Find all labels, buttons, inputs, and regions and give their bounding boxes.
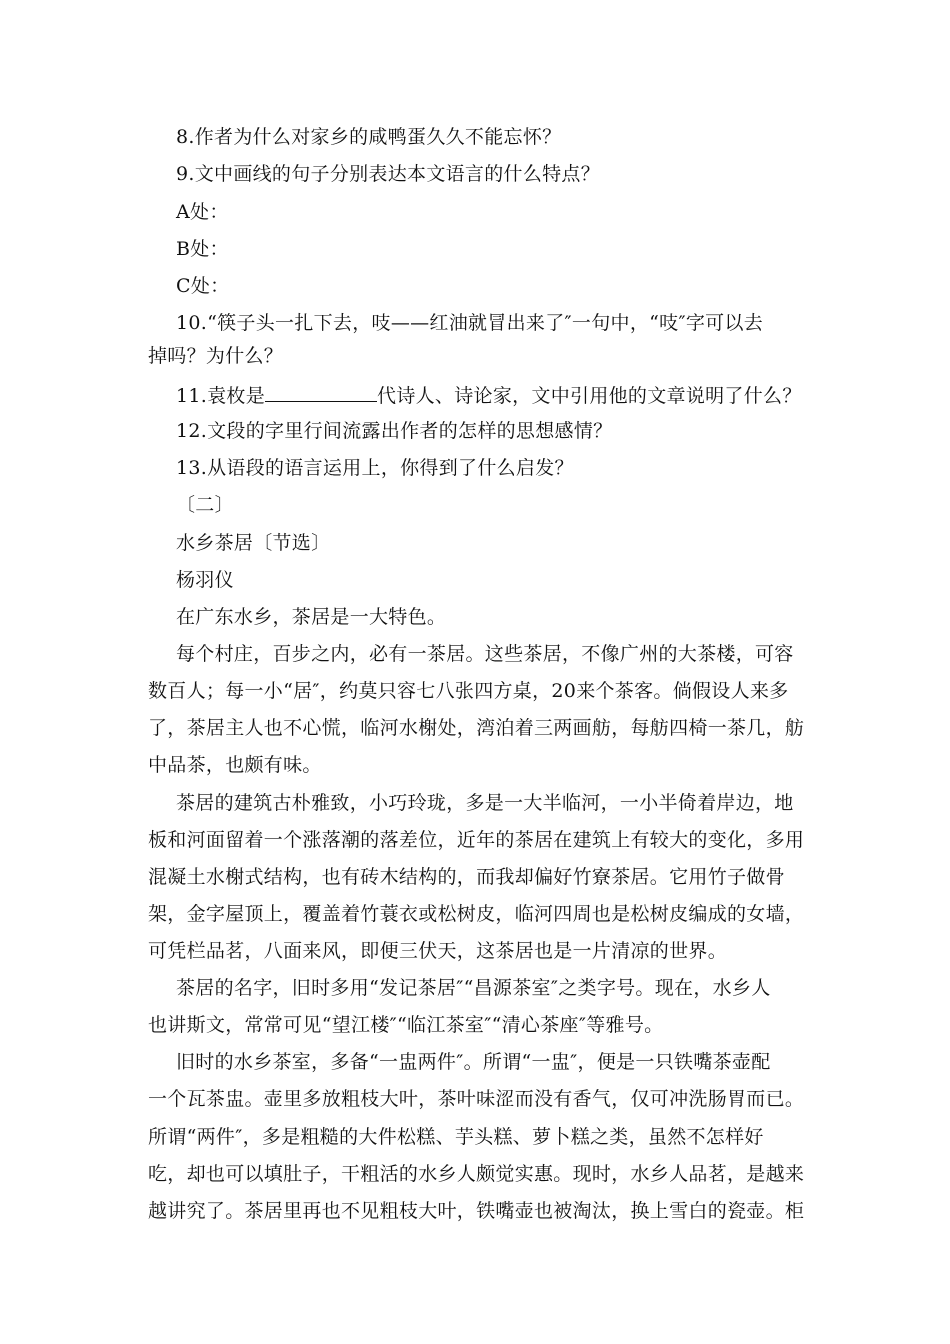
passage-title: 水乡茶居〔节选〕: [176, 532, 331, 554]
paragraph-5-line-3: 所谓“两件″，多是粗糙的大件松糕、芋头糕、萝卜糕之类，虽然不怎样好: [148, 1126, 764, 1148]
fill-in-blank[interactable]: [265, 381, 377, 402]
paragraph-3-line-3: 混凝土水榭式结构，也有砖木结构的，而我却偏好竹寮茶居。它用竹子做骨: [148, 866, 785, 888]
paragraph-5-line-1: 旧时的水乡茶室，多备“一盅两件″。所谓“一盅″，便是一只铁嘴茶壶配: [176, 1051, 771, 1073]
question-8: 8.作者为什么对家乡的咸鸭蛋久久不能忘怀？: [176, 126, 562, 148]
passage-author: 杨羽仪: [176, 569, 234, 591]
question-12: 12.文段的字里行间流露出作者的怎样的思想感情？: [176, 420, 613, 442]
paragraph-3-line-5: 可凭栏品茗，八面来风，即便三伏天，这茶居也是一片清凉的世界。: [148, 940, 728, 962]
paragraph-3-line-4: 架，金字屋顶上，覆盖着竹蓑衣或松树皮，临河四周也是松树皮编成的女墙，: [148, 903, 805, 925]
question-11: [176, 381, 802, 409]
paragraph-5-line-4: 吃，却也可以填肚子，干粗活的水乡人颇觉实惠。现时，水乡人品茗，是越来: [148, 1163, 805, 1185]
question-9: 9.文中画线的句子分别表达本文语言的什么特点？: [176, 163, 601, 185]
paragraph-2-line-4: 中品茶，也颇有味。: [148, 754, 322, 776]
section-number: 〔二〕: [176, 494, 234, 516]
question-11-prefix: 11.袁枚是: [176, 385, 266, 407]
paragraph-1: 在广东水乡，茶居是一大特色。: [176, 606, 447, 628]
paragraph-3-line-1: 茶居的建筑古朴雅致，小巧玲珑，多是一大半临河，一小半倚着岸边，地: [176, 792, 794, 814]
paragraph-4-line-1: 茶居的名字，旧时多用“发记茶居″“昌源茶室″之类字号。现在，水乡人: [176, 977, 771, 999]
paragraph-2-line-1: 每个村庄，百步之内，必有一茶居。这些茶居，不像广州的大茶楼，可容: [176, 643, 794, 665]
paragraph-3-line-2: 板和河面留着一个涨落潮的落差位，近年的茶居在建筑上有较大的变化，多用: [148, 829, 805, 851]
paragraph-2-line-2: 数百人；每一小“居″，约莫只容七八张四方桌，20来个茶客。倘假设人来多: [148, 680, 789, 702]
question-9-answer-a: A处：: [176, 201, 229, 223]
paragraph-5-line-2: 一个瓦茶盅。壶里多放粗枝大叶，茶叶味涩而没有香气，仅可冲洗肠胃而已。: [148, 1088, 805, 1110]
question-13: 13.从语段的语言运用上，你得到了什么启发？: [176, 457, 574, 479]
question-11-suffix: 代诗人、诗论家，文中引用他的文章说明了什么？: [377, 385, 802, 407]
question-10-line-1: 10.“筷子头一扎下去，吱——红油就冒出来了″一句中，“吱″字可以去: [176, 312, 764, 334]
paragraph-2-line-3: 了，茶居主人也不心慌，临河水榭处，湾泊着三两画舫，每舫四椅一茶几，舫: [148, 717, 805, 739]
question-9-answer-b: B处：: [176, 238, 229, 260]
paragraph-5-line-5: 越讲究了。茶居里再也不见粗枝大叶，铁嘴壶也被淘汰，换上雪白的瓷壶。柜: [148, 1200, 805, 1222]
question-9-answer-c: C处：: [176, 275, 230, 297]
paragraph-4-line-2: 也讲斯文，常常可见“望江楼″“临江茶室″“清心茶座″等雅号。: [148, 1014, 664, 1036]
question-10-line-2: 掉吗？为什么？: [148, 345, 284, 367]
